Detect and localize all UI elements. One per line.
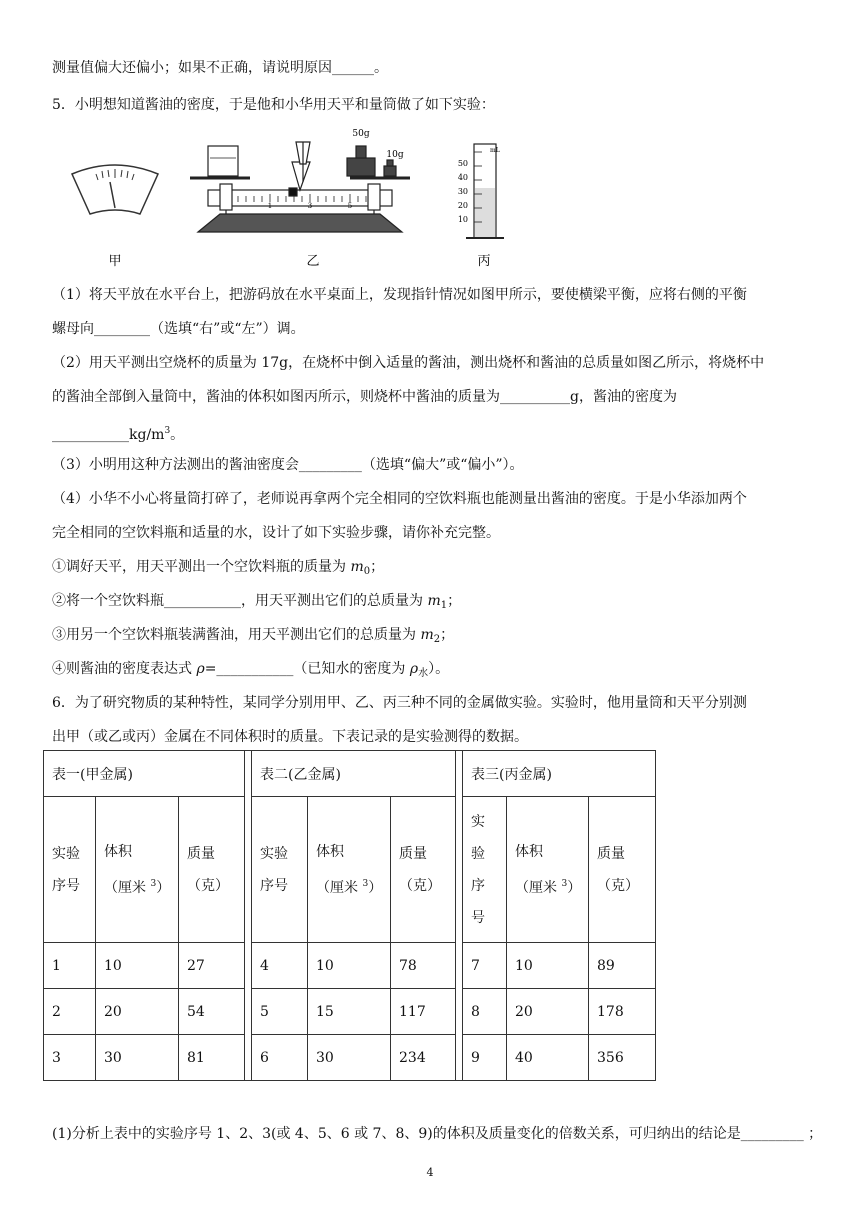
var-m: m: [427, 593, 441, 609]
cell: 30: [96, 1035, 179, 1081]
cell: 178: [589, 989, 656, 1035]
cylinder-tick: 10: [457, 215, 468, 224]
cylinder-tick: 20: [457, 201, 468, 210]
cylinder-unit: mL: [490, 147, 500, 154]
text: ___________kg/m: [52, 427, 165, 443]
header-mass: 质量 （克）: [589, 797, 656, 943]
weight-10g-label: 10g: [386, 150, 404, 160]
rider-tick: 5: [347, 202, 353, 210]
table-row: [44, 1035, 656, 1081]
text: 。: [170, 427, 185, 443]
cell: 7: [463, 943, 507, 989]
superscript: 3: [164, 426, 171, 436]
text: ①调好天平，用天平测出一个空饮料瓶的质量为: [52, 559, 351, 575]
cell: 10: [507, 943, 589, 989]
text: ②将一个空饮料瓶___________，用天平测出它们的总质量为: [52, 593, 428, 609]
header-seq-vertical: 实 验 序 号: [463, 797, 507, 943]
cell: 89: [589, 943, 656, 989]
header-volume: 体积 （厘米 $^3$）: [96, 797, 179, 943]
cell: 10: [96, 943, 179, 989]
cylinder-tick: 30: [457, 187, 468, 196]
label-jia: 甲: [108, 254, 122, 269]
q5-part4-line1: （4）小华不小心将量筒打碎了，老师说再拿两个完全相同的空饮料瓶也能测量出酱油的密度。于是小华添加两个: [52, 491, 747, 507]
table-title: 表二(乙金属): [252, 751, 456, 797]
var-rho: ρ: [409, 661, 419, 677]
header-seq: 实验 序号: [252, 797, 308, 943]
cell: 356: [589, 1035, 656, 1081]
cylinder-tick: 40: [457, 173, 468, 182]
cell: 234: [391, 1035, 456, 1081]
rider-tick: 1: [267, 202, 273, 210]
table-row: [44, 943, 656, 989]
data-table: [43, 750, 656, 1081]
cell: 40: [507, 1035, 589, 1081]
cell: 20: [507, 989, 589, 1035]
subscript: 2: [433, 634, 441, 645]
text: ）。: [428, 661, 450, 677]
label-bing: 丙: [477, 254, 491, 269]
cell: 8: [463, 989, 507, 1035]
header-volume: 体积 （厘米 $^3$）: [507, 797, 589, 943]
pointer-scale-icon: [72, 165, 158, 214]
cell: 117: [391, 989, 456, 1035]
q5-part2-line3: [52, 421, 184, 445]
header-mass: 质量 （克）: [391, 797, 456, 943]
q5-part1-line2: 螺母向________（选填“右”或“左”）调。: [52, 321, 305, 337]
cell: 20: [96, 989, 179, 1035]
q5-part3: （3）小明用这种方法测出的酱油密度会_________（选填“偏大”或“偏小”）。: [52, 457, 524, 473]
cell: 15: [308, 989, 391, 1035]
var-m: m: [420, 627, 434, 643]
text: ；: [447, 593, 462, 609]
rider-tick: 3: [307, 202, 313, 210]
balance-figure: [60, 122, 530, 272]
page-number: 4: [426, 1166, 434, 1179]
cell: 54: [179, 989, 245, 1035]
cell: 9: [463, 1035, 507, 1081]
table-title: 表三(丙金属): [463, 751, 656, 797]
balance-icon: [190, 142, 410, 232]
question-6-line2: 出甲（或乙或丙）金属在不同体积时的质量。下表记录的是实验测得的数据。: [52, 729, 528, 745]
cell: 78: [391, 943, 456, 989]
header-volume: 体积 （厘米 $^3$）: [308, 797, 391, 943]
var-rho: ρ: [196, 661, 205, 677]
label-yi: 乙: [306, 254, 320, 269]
question-5-stem: 5．小明想知道酱油的密度，于是他和小华用天平和量筒做了如下实验：: [52, 97, 495, 113]
subscript: 水: [418, 668, 429, 679]
cylinder-tick: 50: [457, 159, 468, 168]
text: ④则酱油的密度表达式: [52, 661, 197, 677]
subscript: 1: [440, 600, 448, 611]
text: ③用另一个空饮料瓶装满酱油，用天平测出它们的总质量为: [52, 627, 421, 643]
text-line: 测量值偏大还偏小；如果不正确，请说明原因______。: [52, 60, 388, 76]
cell: 3: [44, 1035, 96, 1081]
step-3: [52, 625, 454, 650]
step-1: [52, 557, 384, 582]
question-6-line1: 6．为了研究物质的某种特性，某同学分别用甲、乙、丙三种不同的金属做实验。实验时，他用量筒和天平分别测: [52, 695, 747, 711]
q5-part2-line1: （2）用天平测出空烧杯的质量为 17g，在烧杯中倒入适量的酱油，测出烧杯和酱油的总质量如图乙所示，将烧杯中: [52, 355, 765, 371]
weight-50g-label: 50g: [352, 129, 370, 139]
question-6-part1: (1)分析上表中的实验序号 1、2、3(或 4、5、6 或 7、8、9)的体积及质量变化的倍数关系，可归纳出的结论是_________ ；: [52, 1126, 823, 1142]
cell: 30: [308, 1035, 391, 1081]
q5-part4-line2: 完全相同的空饮料瓶和适量的水，设计了如下实验步骤，请你补充完整。: [52, 525, 500, 541]
table-title: 表一(甲金属): [44, 751, 245, 797]
step-2: [52, 591, 461, 616]
cell: 81: [179, 1035, 245, 1081]
text: =___________（已知水的密度为: [204, 661, 410, 677]
q5-part2-line2: 的酱油全部倒入量筒中，酱油的体积如图丙所示，则烧杯中酱油的质量为__________g，酱油的密度为: [52, 389, 677, 405]
cell: 1: [44, 943, 96, 989]
table-row: [44, 989, 656, 1035]
text: ；: [440, 627, 455, 643]
cell: 4: [252, 943, 308, 989]
text: ；: [370, 559, 385, 575]
cell: 5: [252, 989, 308, 1035]
divider: [245, 751, 252, 1081]
header-mass: 质量 （克）: [179, 797, 245, 943]
divider: [456, 751, 463, 1081]
step-4: [52, 659, 449, 684]
measuring-cylinder-icon: [466, 144, 504, 238]
cell: 2: [44, 989, 96, 1035]
q5-part1-line1: （1）将天平放在水平台上，把游码放在水平桌面上，发现指针情况如图甲所示，要使横梁平衡，应将右侧的平衡: [52, 287, 747, 303]
cell: 27: [179, 943, 245, 989]
cell: 10: [308, 943, 391, 989]
header-seq: 实验 序号: [44, 797, 96, 943]
subscript: 0: [363, 566, 371, 577]
cell: 6: [252, 1035, 308, 1081]
var-m: m: [350, 559, 364, 575]
